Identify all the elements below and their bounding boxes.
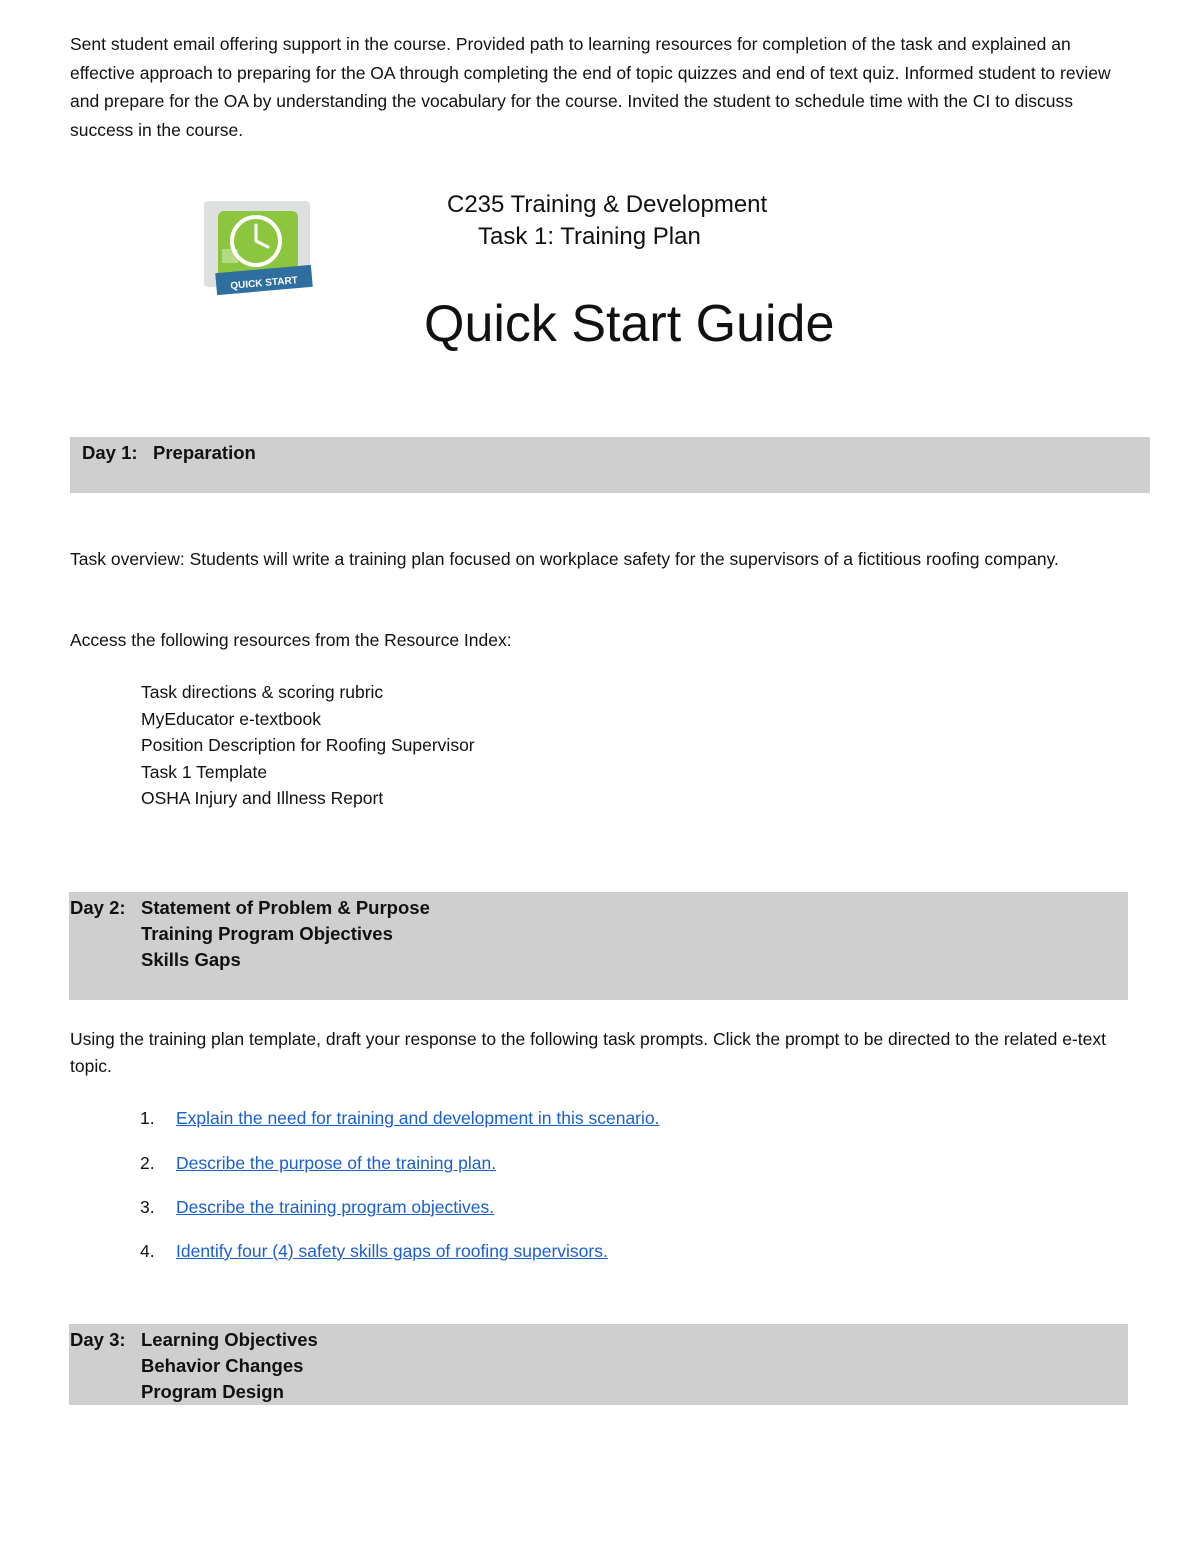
task-overview: Task overview: Students will write a training plan focused on workplace safety for the supervisors of a fictitious roofing company.: [70, 549, 1059, 569]
day2-label: Day 2:: [70, 897, 126, 918]
prompt-number: 4.: [140, 1241, 155, 1261]
day2-topic: Statement of Problem & Purpose: [141, 897, 430, 918]
intro-note: Sent student email offering support in the course. Provided path to learning resources for completion of the task and explained an effective approach to preparing for the OA through completing the end of topic quizzes and end of text quiz. Informed student to review and prepare for the OA by understanding the vocabulary for the course. Invited the student to schedule time with the CI to discuss success in the course.: [70, 34, 1111, 140]
day3-topics: [141, 1327, 318, 1405]
day1-title: Preparation: [153, 442, 256, 463]
day3-topic: Learning Objectives: [141, 1329, 318, 1350]
prompt-link[interactable]: Describe the purpose of the training plan.: [176, 1153, 497, 1173]
resource-item: Task 1 Template: [141, 761, 268, 782]
prompt-item: [140, 1105, 660, 1131]
resource-list: [141, 679, 475, 812]
day3-topic: Program Design: [141, 1381, 284, 1402]
day2-topic: Training Program Objectives: [141, 923, 393, 944]
day2-topics: [141, 895, 430, 973]
day1-label: Day 1:: [82, 442, 138, 463]
resource-item: Position Description for Roofing Supervisor: [141, 735, 475, 755]
logo-text: QUICK START: [229, 275, 299, 292]
resource-item: Task directions & scoring rubric: [141, 682, 384, 702]
task-title: Task 1: Training Plan: [478, 223, 701, 250]
day3-label: Day 3:: [70, 1329, 126, 1350]
prompt-link[interactable]: Identify four (4) safety skills gaps of roofing supervisors.: [176, 1241, 608, 1261]
day3-header-band: [69, 1324, 1128, 1405]
resource-item: MyEducator e-textbook: [141, 708, 321, 729]
quick-start-logo: [196, 197, 318, 297]
prompt-instructions: Using the training plan template, draft your response to the following task prompts. Click the prompt to be directed to the related e-text topic.: [70, 1029, 1106, 1076]
day3-topic: Behavior Changes: [141, 1355, 304, 1376]
resources-intro: Access the following resources from the Resource Index:: [70, 630, 512, 650]
prompt-link[interactable]: Explain the need for training and development in this scenario.: [176, 1108, 660, 1128]
prompt-number: 3.: [140, 1197, 155, 1217]
day2-topic: Skills Gaps: [141, 949, 241, 970]
resource-item: OSHA Injury and Illness Report: [141, 788, 384, 808]
prompt-item: [140, 1238, 608, 1264]
guide-title: Quick Start Guide: [424, 295, 835, 353]
course-title: C235 Training & Development: [447, 191, 768, 218]
prompt-number: 1.: [140, 1108, 155, 1128]
prompt-link[interactable]: Describe the training program objectives.: [176, 1197, 495, 1217]
day1-header-band: [70, 437, 1150, 493]
prompt-item: [140, 1194, 494, 1220]
prompt-number: 2.: [140, 1153, 155, 1173]
day2-header-band: [69, 892, 1128, 1000]
prompt-item: [140, 1150, 496, 1176]
